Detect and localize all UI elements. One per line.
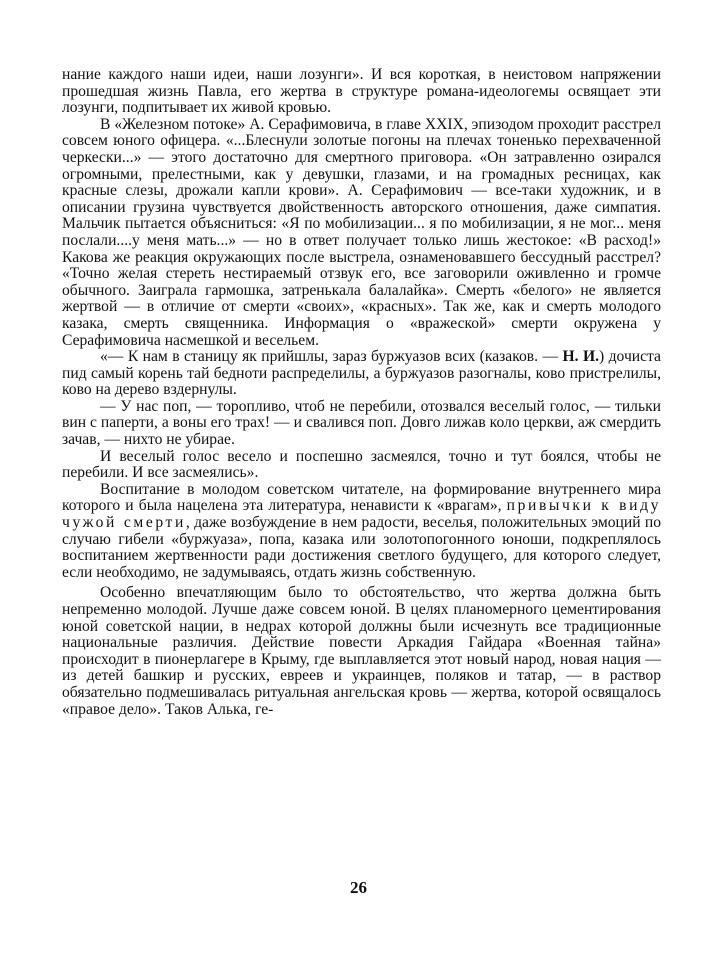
paragraph: [62, 399, 661, 449]
author-initials: Н. И.: [562, 348, 599, 366]
paragraph: [62, 482, 661, 582]
text-run: И веселый голос весело и поспешно засмеялся, точно и тут боялся, чтобы не перебили. И все засмеялись».: [62, 447, 661, 482]
paragraph: [62, 349, 661, 399]
paragraph: [62, 117, 661, 349]
paragraph: [62, 585, 661, 718]
text-run: , даже возбуждение в нем радости, веселья, положительных эмоций по случаю гибели «буржуаза», попа, казака или золотопогонного юноши, подкреплялось воспитанием жертвенности ради достижения светлого будущего, для которого следует, если необходимо, не задумываясь, отдать жизнь собственную.: [62, 514, 661, 581]
text-run: В «Железном потоке» А. Серафимовича, в главе XXIX, эпизодом проходит расстрел совсем юного офицера. «...Блеснули золотые погоны на плечах тоненько перехваченной черкески...» — этого достаточно для смертного приговора. «Он затравленно озирался огромными, прелестными, как у девушки, глазами, и на громадных ресницах, как красные слезы, дрожали капли крови». А. Серафимович — все-таки художник, и в описании грузина чувствуется двойственность авторского отношения, даже симпатия. Мальчик пытается объясниться: «Я по мобилизации... я по мобилизации, я не мог... меня послали....у меня мать...» — но в ответ получает только лишь жестокое: «В расход!» Какова же реакция окружающих после выстрела, ознаменовавшего бессудный расстрел? «Точно желая стереть нестираемый отзвук его, все заговорили оживленно и громче обычного. Заиграла гармошка, затренькала балалайка». Смерть «белого» не является жертвой — в отличие от смерти «своих», «красных». Так же, как и смерть молодого казака, смерть священника. Информация о «вражеской» смерти окружена у Серафимовича насмешкой и весельем.: [62, 115, 661, 349]
paragraph: [62, 67, 661, 117]
text-run: Воспитание в молодом советском читателе, на формирование внутреннего мира которого и была нацелена эта литература, ненависти к «врагам»,: [62, 480, 661, 515]
text-run: «— К нам в станицу як прийшлы, зараз буржуазов всих (казаков. —: [100, 348, 563, 366]
paragraph: [62, 449, 661, 482]
text-run: Особенно впечатляющим было то обстоятельство, что жертва должна быть непременно молодой. Лучше даже совсем юной. В целях планомерного цементирования юной советской нации, в недрах которой должны были исчезнуть все традиционные национальные различия. Действие повести Аркадия Гайдара «Военная тайна» происходит в пионерлагере в Крыму, где выплавляется этот новый народ, новая нация — из детей башкир и русских, евреев и украинцев, поляков и татар, — в раствор обязательно подмешивалась ритуальная ангельская кровь — жертва, которой освящалось «правое дело». Таков Алька, ге-: [62, 584, 661, 718]
page-number: 26: [350, 878, 367, 897]
text-run: — У нас поп, — торопливо, чтоб не перебили, отозвался веселый голос, — тильки вин с паперти, а воны его трах! — и свалився поп. Довго лижав коло церкви, аж смердить зачав, — нихто не убирае.: [62, 397, 661, 449]
text-run: нание каждого наши идеи, наши лозунги». И вся короткая, в неистовом напряжении прошедшая жизнь Павла, его жертва в структуре романа-идеологемы освящает эти лозунги, подпитывает их живой кровью.: [62, 66, 661, 117]
body-text: [62, 67, 661, 718]
text-run: ) дочиста пид самый корень тай бедноти распределилы, а буржуазов разогналы, ково пристрелилы, ково на дерево вздернулы.: [62, 348, 661, 399]
emphasis-spaced: привычки к виду чужой смерти: [62, 497, 661, 532]
